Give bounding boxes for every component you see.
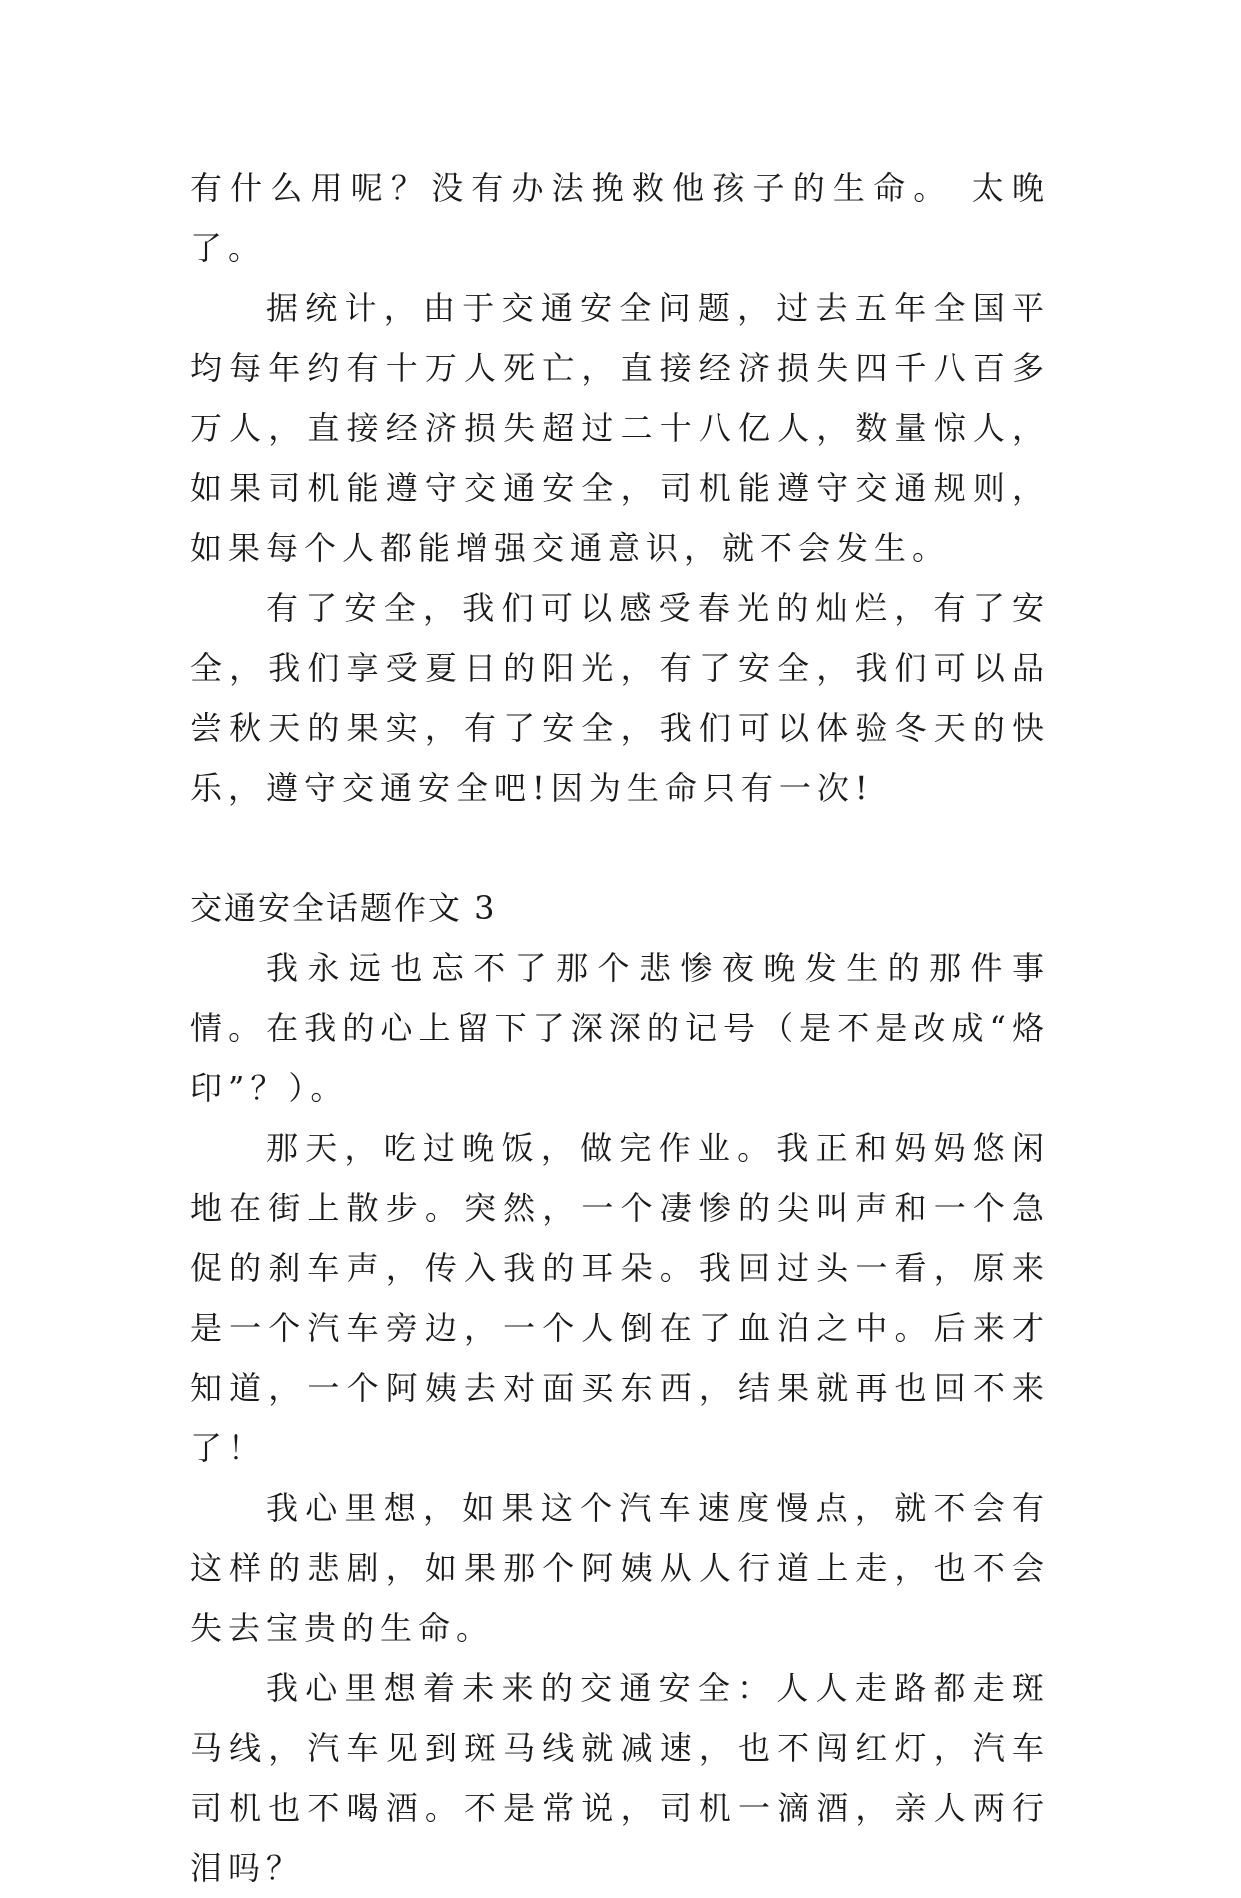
paragraph: 那天，吃过晚饭，做完作业。我正和妈妈悠闲地在街上散步。突然，一个凄惨的尖叫声和一个急促的刹车声，传入我的耳朵。我回过头一看，原来是一个汽车旁边，一个人倒在了血泊之中。后来才知道，一个阿姨去对面买东西，结果就再也回不来了！ bbox=[190, 1129, 1050, 1467]
document-body bbox=[190, 158, 1050, 1898]
paragraph: 有什么用呢？没有办法挽救他孩子的生命。 太晚了。 bbox=[190, 169, 1050, 267]
paragraph: 据统计，由于交通安全问题，过去五年全国平均每年约有十万人死亡，直接经济损失四千八百多万人，直接经济损失超过二十八亿人，数量惊人，如果司机能遵守交通安全，司机能遵守交通规则，如果每个人都能增强交通意识，就不会发生。 bbox=[190, 289, 1050, 567]
paragraph: 有了安全，我们可以感受春光的灿烂，有了安全，我们享受夏日的阳光，有了安全，我们可以品尝秋天的果实，有了安全，我们可以体验冬天的快乐，遵守交通安全吧!因为生命只有一次! bbox=[190, 589, 1050, 807]
paragraph: 我心里想，如果这个汽车速度慢点，就不会有这样的悲剧，如果那个阿姨从人行道上走，也不会失去宝贵的生命。 bbox=[190, 1489, 1050, 1647]
paragraph: 我永远也忘不了那个悲惨夜晚发生的那件事情。在我的心上留下了深深的记号（是不是改成“烙印”？）。 bbox=[190, 949, 1050, 1107]
section-title: 交通安全话题作文 3 bbox=[190, 889, 497, 927]
paragraph: 我心里想着未来的交通安全：人人走路都走斑马线，汽车见到斑马线就减速，也不闯红灯，汽车司机也不喝酒。不是常说，司机一滴酒，亲人两行泪吗？ bbox=[190, 1669, 1050, 1887]
